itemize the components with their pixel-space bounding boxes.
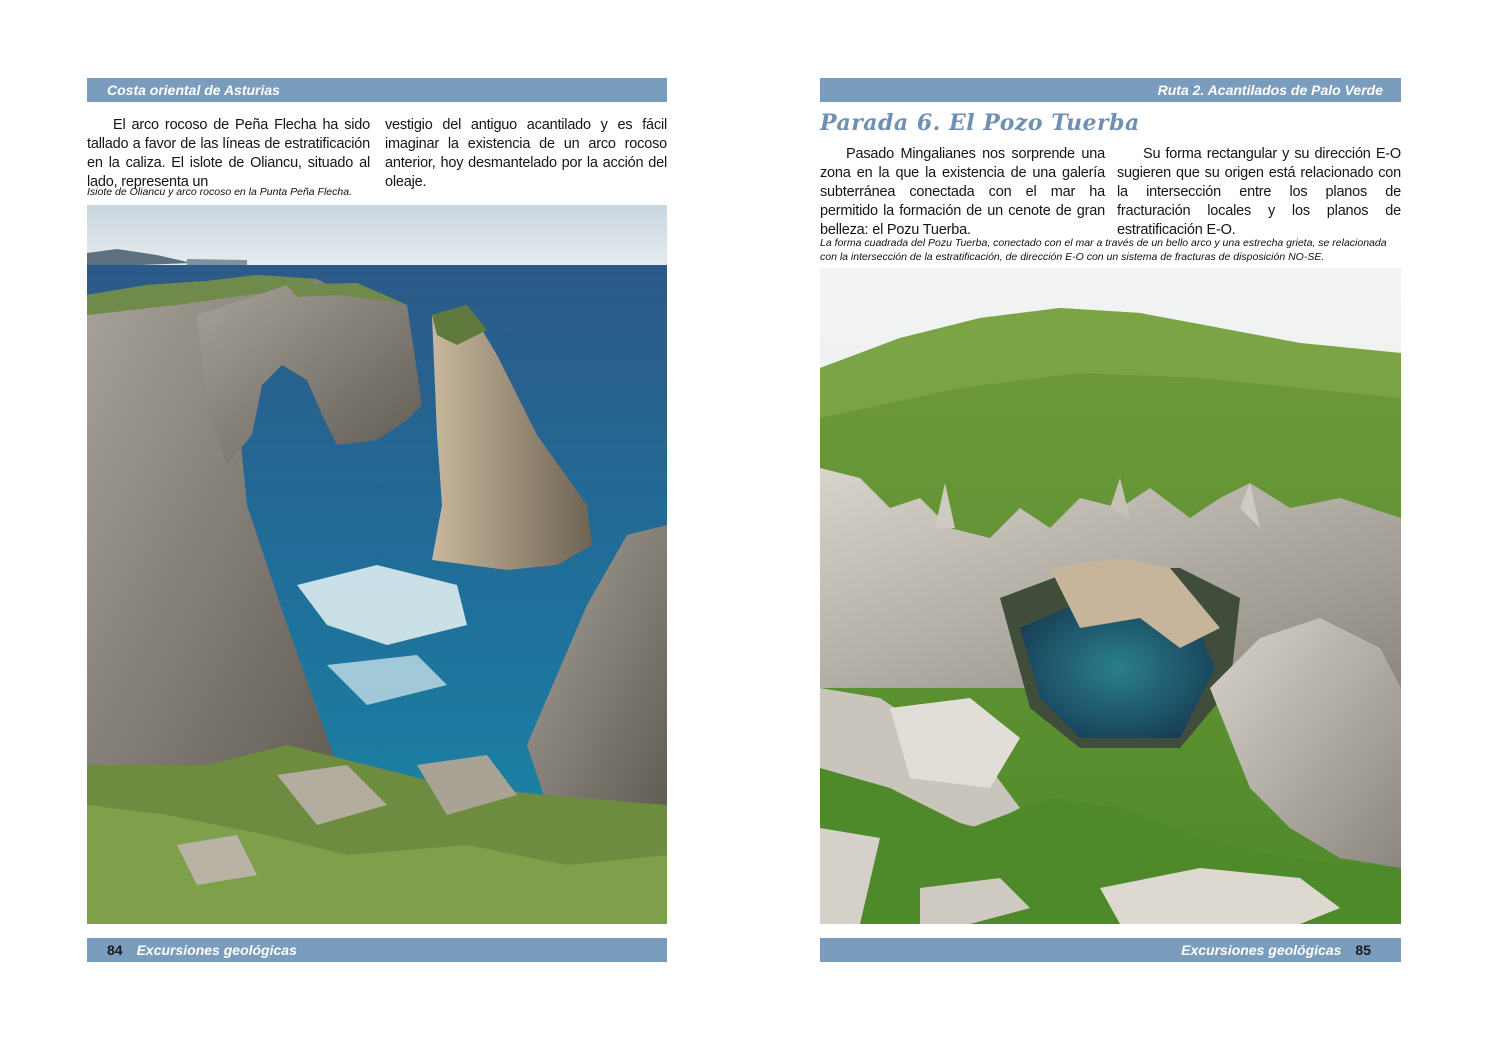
right-text-column-1 xyxy=(820,145,1105,240)
sea-arch-photo xyxy=(87,205,667,924)
left-running-footer xyxy=(87,938,667,962)
right-photo-caption: La forma cuadrada del Pozu Tuerba, conectado con el mar a través de un bello arco y una estrecha grieta, se relacionada con la intersección de la estratificación, de dirección E-O con un sistema de fracturas de disposición NO-SE. xyxy=(820,237,1387,263)
right-footer-title: Excursiones geológicas xyxy=(1181,942,1342,958)
sea-arch-illustration xyxy=(87,205,667,924)
left-page-number: 84 xyxy=(107,942,123,958)
right-page-number: 85 xyxy=(1355,942,1371,958)
left-col1-text: El arco rocoso de Peña Flecha ha sido tallado a favor de las líneas de estratificación en la caliza. El islote de Oliancu, situado al lado, representa un xyxy=(87,117,370,190)
left-photo-caption: Isiote de Oliancu y arco rocoso en la Punta Peña Flecha. xyxy=(87,186,352,198)
left-text-column-1 xyxy=(87,116,370,192)
left-text-column-2 xyxy=(385,116,667,192)
right-col1-text: Pasado Mingalianes nos sorprende una zona en la que la existencia de una galería subterránea conectada con el mar ha permitido la formación de un cenote de gran belleza: el Pozu Tuerba. xyxy=(820,146,1105,238)
section-heading: Parada 6. El Pozo Tuerba xyxy=(820,110,1140,136)
cenote-photo xyxy=(820,268,1401,924)
right-running-header: Ruta 2. Acantilados de Palo Verde xyxy=(820,78,1401,102)
left-running-header: Costa oriental de Asturias xyxy=(87,78,667,102)
right-col2-text: Su forma rectangular y su dirección E-O sugieren que su origen está relacionado con la intersección entre los planos de fracturación locales y los planos de estratificación E-O. xyxy=(1117,146,1401,238)
left-col2-text: vestigio del antiguo acantilado y es fácil imaginar la existencia de un arco rocoso anterior, hoy desmantelado por la acción del oleaje. xyxy=(385,117,667,190)
cenote-illustration xyxy=(820,268,1401,924)
right-page xyxy=(744,0,1488,1041)
right-text-column-2 xyxy=(1117,145,1401,240)
right-running-footer xyxy=(820,938,1401,962)
left-footer-title: Excursiones geológicas xyxy=(136,942,297,958)
